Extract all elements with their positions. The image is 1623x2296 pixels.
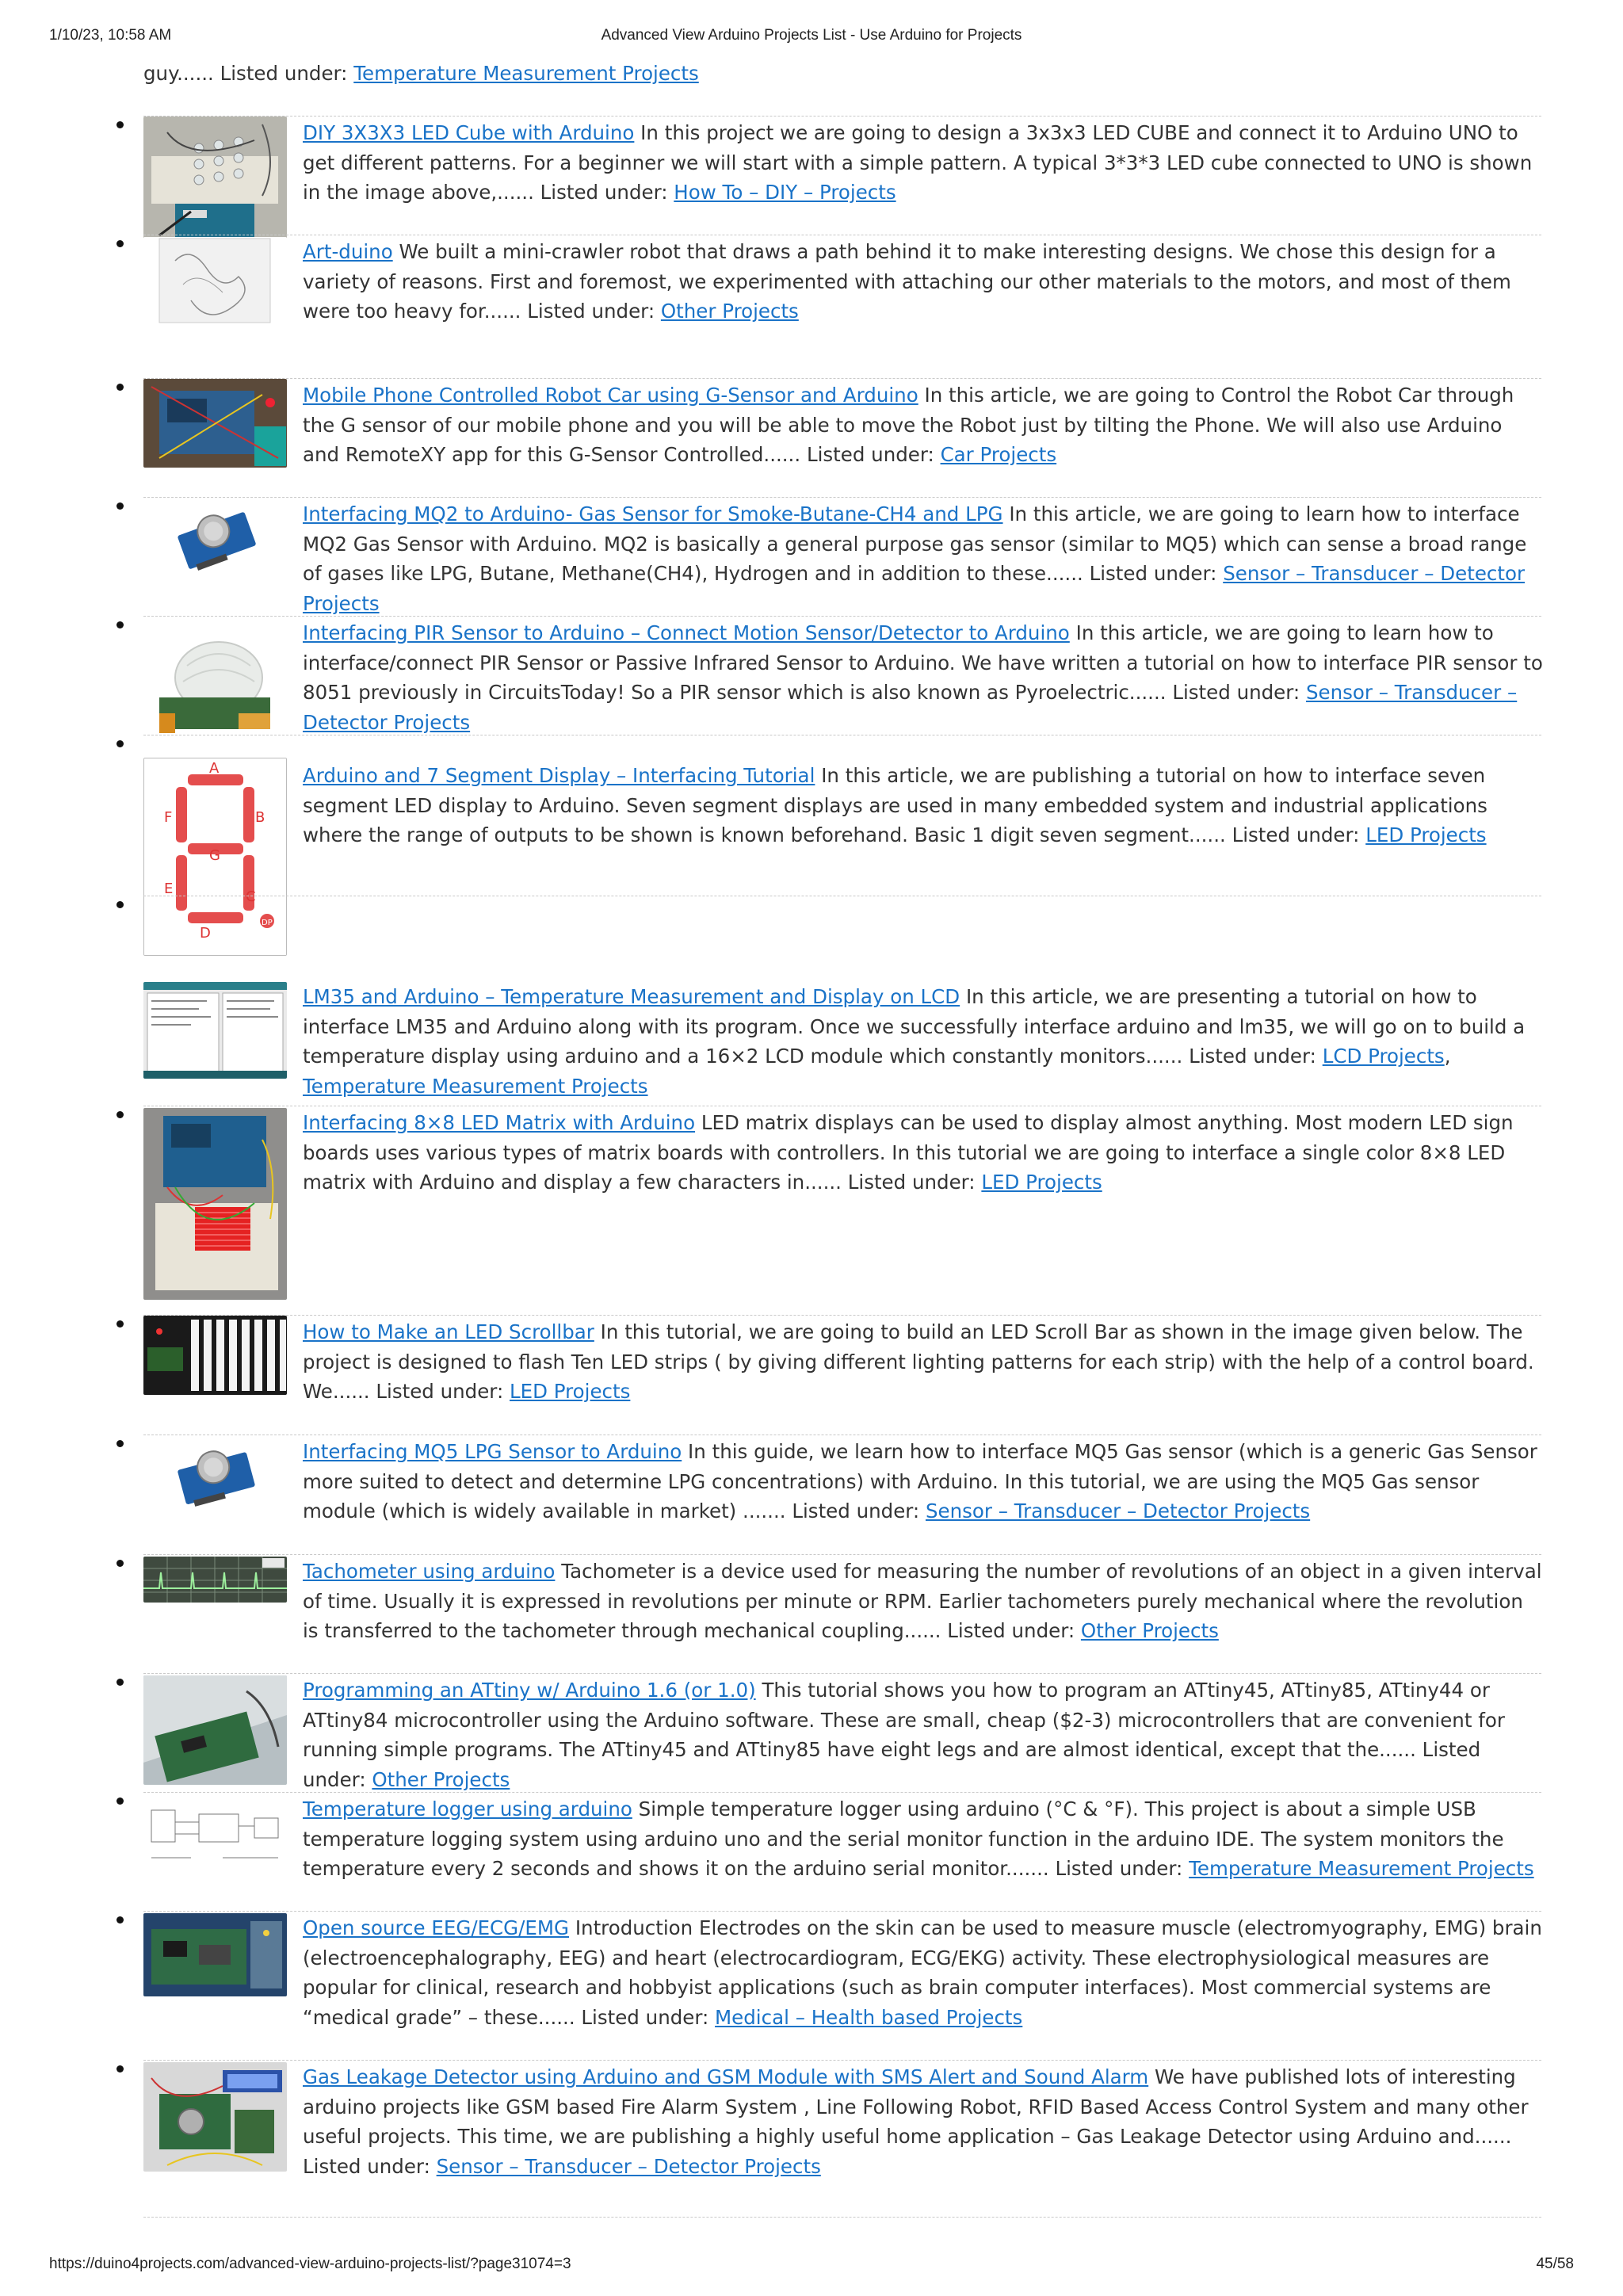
- category-link[interactable]: Sensor – Transducer – Detector Projects: [303, 562, 1526, 615]
- listed-under-label: Listed under:: [792, 1499, 920, 1522]
- project-description: In this article, we are going to learn how to interface MQ2 Gas Sensor with Arduino. MQ2 is basically a general purpose gas sensor (similar to MQ5) which can sense a broad range of gases like LPG, Butane, Methane(CH4), Hydrogen and in addition to these......: [303, 502, 1527, 585]
- list-item: [143, 1911, 1541, 2038]
- project-title-link[interactable]: Interfacing PIR Sensor to Arduino – Connect Motion Sensor/Detector to Arduino: [303, 621, 1070, 644]
- thumbnail-led-scrollbar[interactable]: [143, 1316, 287, 1395]
- thumbnail-gas-detector[interactable]: [143, 2062, 287, 2172]
- thumbnail-robot-car[interactable]: [143, 379, 287, 468]
- segment-label: B: [255, 809, 265, 826]
- project-description: In this article, we are publishing a tutorial on how to interface seven segment LED display to Arduino. Seven segment displays are used in many embedded system and industrial applications where the range of outputs to be shown is known beforehand. Basic 1 digit seven segment......: [303, 764, 1487, 846]
- list-item: [143, 1106, 1541, 1265]
- list-item: [143, 1554, 1541, 1650]
- listed-under-label: Listed under:: [1089, 562, 1217, 585]
- bullet: [116, 502, 124, 510]
- bullet: [116, 1797, 124, 1805]
- project-title-link[interactable]: Programming an ATtiny w/ Arduino 1.6 (or 1.0): [303, 1679, 756, 1702]
- list-item: [143, 1792, 1541, 1888]
- segment-label: DP: [262, 919, 273, 927]
- print-footer: [49, 2256, 1574, 2275]
- entry-text: [303, 118, 1543, 208]
- project-description: In this article, we are going to Control the Robot Car through the G sensor of our mobile phone and you will be able to move the Robot just by tilting the Phone. We will also use Arduino and RemoteXY app for this G-Sensor Controlled......: [303, 384, 1514, 466]
- bullet: [116, 121, 124, 128]
- category-link[interactable]: Other Projects: [372, 1767, 510, 1791]
- project-title-link[interactable]: How to Make an LED Scrollbar: [303, 1320, 594, 1343]
- category-link[interactable]: LED Projects: [1365, 823, 1487, 846]
- list-item: [143, 1673, 1541, 1791]
- thumbnail-led-cube[interactable]: [143, 117, 287, 245]
- bullet: [116, 1679, 124, 1686]
- intro-fragment: [143, 59, 1546, 89]
- project-title-link[interactable]: Interfacing MQ2 to Arduino- Gas Sensor for Smoke-Butane-CH4 and LPG: [303, 502, 1003, 525]
- list-item: [143, 235, 1541, 354]
- category-link[interactable]: Sensor – Transducer – Detector Projects: [303, 681, 1518, 734]
- entry-text: [303, 1317, 1543, 1407]
- category-link[interactable]: Temperature Measurement Projects: [353, 62, 699, 85]
- thumbnail-tachometer[interactable]: [143, 1557, 287, 1603]
- bullet: [116, 1560, 124, 1567]
- listed-under-label: Listed under:: [1172, 681, 1300, 704]
- project-description: Introduction Electrodes on the skin can be used to measure muscle (electromyography, EMG) brain (electroencephalography, EEG) and heart (electrocardiogram, ECG/EKG) activity. These electrophysiological measures are popular for clinical, research and hobbyist applications (such as brain computer interfaces). Most commercial systems are “medical grade” – these...... Listed: [303, 1916, 1542, 2029]
- listed-under-label: Listed under:: [303, 2154, 430, 2178]
- entry-text: [303, 761, 1543, 850]
- entry-text: [303, 1794, 1543, 1884]
- list-item: [143, 1435, 1541, 1530]
- list-item: [143, 378, 1541, 474]
- listed-under-label: Listed under:: [376, 1380, 504, 1403]
- project-description: In this article, we are going to learn how to interface/connect PIR Sensor or Passive Infrared Sensor to Arduino. We have written a tutorial on how to interface PIR sensor to 8051 previously in CircuitsToday! So a PIR sensor which is also known as Pyroelectric......: [303, 621, 1543, 704]
- list-item: [143, 1315, 1541, 1419]
- thumbnail-mq5-sensor[interactable]: [143, 1437, 287, 1508]
- entry-text: [303, 618, 1543, 737]
- list-item: [143, 896, 1541, 1098]
- project-title-link[interactable]: Art-duino: [303, 240, 393, 263]
- category-link[interactable]: LED Projects: [981, 1171, 1102, 1194]
- list-item: [143, 497, 1541, 615]
- page-number: 45/58: [1536, 2256, 1574, 2272]
- segment-label: A: [209, 760, 220, 777]
- print-datetime: 1/10/23, 10:58 AM: [49, 27, 172, 44]
- thumbnail-schematic[interactable]: [143, 1794, 287, 1874]
- project-description: Simple temperature logger using arduino (°C & °F). This project is about a simple USB temperature logging system using arduino uno and the serial monitor function in the arduino IDE. The system monitors the temperature every 2 seconds and shows it on the arduino serial monitor.......: [303, 1797, 1504, 1880]
- category-link[interactable]: Medical – Health based Projects: [715, 2005, 1023, 2029]
- segment-label: G: [209, 847, 220, 864]
- bullet: [116, 2065, 124, 2073]
- thumbnail-art-duino[interactable]: [143, 237, 287, 324]
- divider: [143, 2217, 1541, 2218]
- project-description: We have published lots of interesting arduino projects like GSM based Fire Alarm System , Line Following Robot, RFID Based Access Control System and many other useful projects. This time, we are publishing a highly useful home application – Gas Leakage Detector using Arduino and......: [303, 2065, 1529, 2148]
- bullet: [116, 1916, 124, 1924]
- listed-under-label: Listed under:: [1189, 1045, 1316, 1068]
- print-url: https://duino4projects.com/advanced-view-arduino-projects-list/?page31074=3: [49, 2256, 571, 2272]
- bullet: [116, 240, 124, 247]
- bullet: [116, 1320, 124, 1328]
- project-title-link[interactable]: Interfacing 8×8 LED Matrix with Arduino: [303, 1111, 696, 1134]
- thumbnail-pir-sensor[interactable]: [143, 618, 287, 745]
- entry-text: [303, 1108, 1543, 1198]
- project-description: In this guide, we learn how to interface MQ5 Gas sensor (which is a generic Gas Sensor more suited to detect and determine LPG concentrations) with Arduino. In this tutorial, we are using the MQ5 Gas sensor module (which is widely available in market) .......: [303, 1440, 1537, 1522]
- project-description: In this project we are going to design a 3x3x3 LED CUBE and connect it to Arduino UNO to get different patterns. For a beginner we will start with a simple pattern. A typical 3*3*3 LED cube connected to UNO is shown in the image above,......: [303, 121, 1533, 204]
- listed-under-label: Listed under:: [303, 1738, 1481, 1791]
- listed-under-prefix: under:: [645, 2005, 709, 2029]
- listed-under-label: Listed under:: [540, 181, 668, 204]
- project-description: Tachometer is a device used for measuring the number of revolutions of an object in a given interval of time. Usually it is expressed in revolutions per minute or RPM. Earlier tachometers purely mechanical where the revolution is transferred to the tachometer through mechanical coupling......: [303, 1560, 1542, 1642]
- print-page-title: Advanced View Arduino Projects List - Use Arduino for Projects: [601, 27, 1022, 44]
- entry-text: [303, 237, 1543, 327]
- entry-text: [303, 499, 1543, 618]
- thumbnail-arduino-ide[interactable]: [143, 982, 287, 1079]
- listed-under-label: Listed under:: [1232, 823, 1360, 846]
- segment-label: F: [164, 809, 173, 826]
- project-title-link[interactable]: LM35 and Arduino – Temperature Measurement and Display on LCD: [303, 985, 960, 1008]
- intro-text: guy...... Listed under:: [143, 62, 354, 85]
- listed-under-label: Listed under:: [847, 1171, 976, 1194]
- category-link[interactable]: Car Projects: [940, 443, 1057, 466]
- list-item: [143, 116, 1541, 251]
- category-link[interactable]: Other Projects: [660, 300, 799, 323]
- project-description: In this tutorial, we are going to build an LED Scroll Bar as shown in the image given below. The project is designed to flash Ten LED strips ( by giving different lighting patterns for each strip) with the help of a control board. We......: [303, 1320, 1534, 1403]
- project-title-link[interactable]: Temperature logger using arduino: [303, 1797, 632, 1820]
- bullet: [116, 1440, 124, 1447]
- project-description: LED matrix displays can be used to display almost anything. Most modern LED sign boards uses various types of matrix boards with controllers. In this tutorial we are going to interface a single color 8×8 LED matrix with Arduino and display a few characters in......: [303, 1111, 1514, 1194]
- project-title-link[interactable]: Open source EEG/ECG/EMG: [303, 1916, 570, 1939]
- thumbnail-eeg-board[interactable]: [143, 1913, 287, 1996]
- thumbnail-led-matrix[interactable]: [143, 1108, 287, 1300]
- bullet: [116, 384, 124, 391]
- category-link[interactable]: Temperature Measurement Projects: [1189, 1857, 1534, 1880]
- category-link[interactable]: Other Projects: [1080, 1619, 1219, 1642]
- bullet: [116, 1111, 124, 1118]
- bullet: [116, 621, 124, 628]
- project-description: In this article, we are presenting a tutorial on how to interface LM35 and Arduino along with its program. Once we successfully interface arduino and lm35, we will go on to build a temperature display using arduino and a 16×2 LCD module which constantly monitors......: [303, 985, 1526, 1068]
- entry-text: [303, 2062, 1543, 2181]
- listed-under-label: Listed under:: [806, 443, 934, 466]
- category-link[interactable]: Sensor – Transducer – Detector Projects: [925, 1499, 1311, 1522]
- thumbnail-mq2-sensor[interactable]: [143, 499, 287, 571]
- project-title-link[interactable]: Mobile Phone Controlled Robot Car using G-Sensor and Arduino: [303, 384, 918, 407]
- listed-under-label: Listed under:: [527, 300, 655, 323]
- project-title-link[interactable]: Interfacing MQ5 LPG Sensor to Arduino: [303, 1440, 682, 1463]
- project-title-link[interactable]: Gas Leakage Detector using Arduino and GSM Module with SMS Alert and Sound Alarm: [303, 2065, 1149, 2088]
- thumbnail-attiny[interactable]: [143, 1675, 287, 1785]
- category-link[interactable]: Temperature Measurement Projects: [303, 1074, 648, 1098]
- category-link[interactable]: How To – DIY – Projects: [674, 181, 896, 204]
- project-title-link[interactable]: DIY 3X3X3 LED Cube with Arduino: [303, 121, 635, 144]
- bullet: [116, 740, 124, 747]
- segment-label: C: [246, 888, 256, 905]
- entry-text: [303, 1675, 1543, 1794]
- listed-under-label: Listed under:: [947, 1619, 1075, 1642]
- list-item: [143, 2060, 1541, 2187]
- list-item: [143, 616, 1541, 735]
- entry-text: [303, 1437, 1543, 1526]
- listed-under-label: Listed under:: [1055, 1857, 1183, 1880]
- category-link[interactable]: LED Projects: [510, 1380, 631, 1403]
- entry-text: LM35 and Arduino – Temperature Measurement and Display on LCD In this article, we are presenting a tutorial on how to interface LM35 and Arduino along with its program. Once we successfully interface arduino and lm35, we will go on to build a temperature display using arduino and a 16×2 LCD module which constantly monitors...... Listed under: LCD Projects, Temperature Measurement Projects: [303, 985, 1526, 1098]
- category-link[interactable]: LCD Projects: [1322, 1045, 1445, 1068]
- project-description: This tutorial shows you how to program an ATtiny45, ATtiny85, ATtiny44 or ATtiny84 microcontroller using the Arduino software. These are small, cheap ($2-3) microcontrollers that are convenient for running simple programs. The ATtiny45 and ATtiny85 have eight legs and are almost identical, except that the......: [303, 1679, 1505, 1761]
- print-header: [49, 27, 1574, 46]
- project-title-link[interactable]: Tachometer using arduino: [303, 1560, 556, 1583]
- bullet: [116, 901, 124, 908]
- segment-label: D: [200, 925, 211, 942]
- entry-text: [303, 1557, 1543, 1646]
- project-description: We built a mini-crawler robot that draws a path behind it to make interesting designs. We chose this design for a variety of reasons. First and foremost, we experimented with attaching our other materials to the motors, and most of them were too heavy for......: [303, 240, 1511, 323]
- project-title-link[interactable]: Arduino and 7 Segment Display – Interfacing Tutorial: [303, 764, 815, 787]
- category-link[interactable]: Sensor – Transducer – Detector Projects: [436, 2154, 821, 2178]
- entry-text: [303, 1913, 1543, 2032]
- entry-text: [303, 380, 1543, 470]
- list-item: [143, 735, 1541, 942]
- segment-label: E: [164, 881, 174, 897]
